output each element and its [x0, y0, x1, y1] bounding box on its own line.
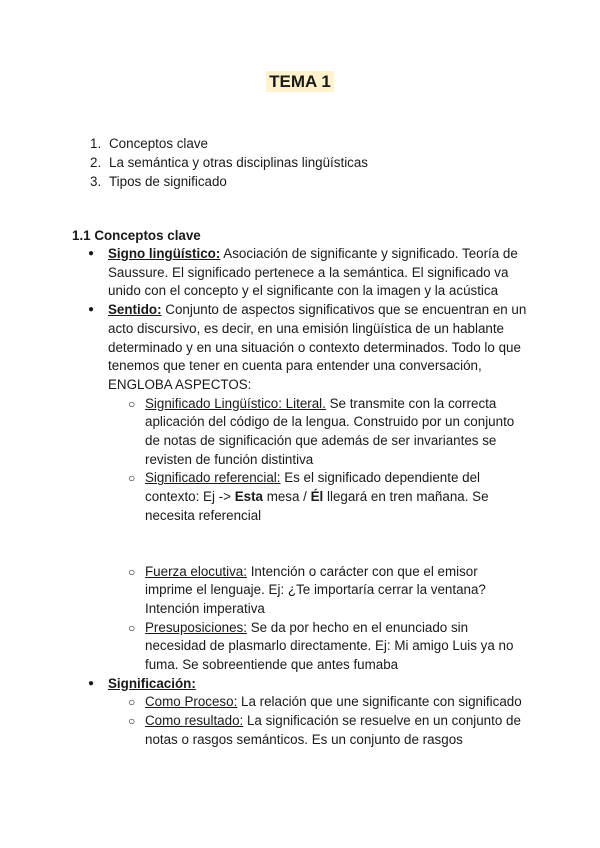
term-sentido: Sentido: [108, 302, 162, 318]
text-sentido: Conjunto de aspectos significativos que se encuentran en un acto discursivo, es decir, en una emisión lingüística de un hablante determinado y en una situación o contexto determinados. Todo lo que tenemos que tener en cuenta para entender una conversación, ENGLOBA ASPECTOS: [108, 302, 527, 392]
text-literal: Se transmite con la correcta aplicación del código de la lengua. Construido por un conjunto de notas de significación que además de ser invariantes se revisten de función distintiva [145, 395, 515, 467]
text-resultado: La significación se resuelve en un conjunto de notas o rasgos semánticos. Es un conjunto de rasgos [145, 713, 521, 747]
sub-item-presuposiciones [145, 619, 528, 675]
table-of-contents [90, 134, 368, 191]
text-referencial-b: mesa / [262, 489, 311, 505]
term-referencial: Significado referencial: [145, 470, 281, 486]
toc-item [90, 153, 368, 172]
list-item-significacion [108, 675, 528, 694]
toc-item [90, 172, 368, 191]
term-presuposiciones: Presuposiciones: [145, 619, 247, 635]
document-title [0, 72, 600, 92]
text-referencial-a: Es el significado dependiente del contexto: Ej -> [145, 470, 480, 505]
blank-space [108, 526, 528, 563]
toc-item [90, 134, 368, 153]
term-literal: Significado Lingüístico: Literal. [145, 395, 326, 411]
section-heading: 1.1 Conceptos clave [72, 228, 201, 243]
toc-text: Tipos de significado [109, 174, 227, 189]
sub-item-referencial [145, 469, 528, 525]
toc-number: 3. [90, 174, 102, 189]
sub-item-proceso [145, 693, 528, 712]
toc-number: 1. [90, 136, 102, 151]
toc-text: Conceptos clave [109, 136, 208, 151]
text-presuposiciones: Se da por hecho en el enunciado sin necesidad de plasmarlo directamente. Ej: Mi amigo Luis ya no fuma. Se sobreentiende que antes fumaba [145, 619, 514, 673]
text-proceso: La relación que une significante con significado [237, 694, 522, 710]
bold-el: Él [310, 489, 324, 505]
term-fuerza: Fuerza elocutiva: [145, 563, 247, 579]
toc-text: La semántica y otras disciplinas lingüísticas [109, 155, 369, 170]
sub-item-fuerza [145, 563, 528, 619]
term-significacion: Significación: [108, 675, 196, 691]
term-signo: Signo lingüístico: [108, 246, 221, 261]
text-signo: Asociación de significante y significado. Teoría de Saussure. El significado pertenece a la semántica. El significado va unido con el concepto y el significante con la imagen y la acústica [108, 246, 518, 299]
term-resultado: Como resultado: [145, 713, 244, 729]
title-text: TEMA 1 [266, 71, 334, 92]
toc-number: 2. [90, 155, 102, 170]
list-item-signo [108, 245, 528, 301]
sub-item-resultado [145, 712, 528, 749]
term-proceso: Como Proceso: [145, 694, 238, 710]
text-fuerza: Intención o carácter con que el emisor imprime el lenguaje. Ej: ¿Te importaría cerrar la ventana? Intención imperativa [145, 563, 486, 616]
text-referencial-c: llegará en tren mañana. Se necesita referencial [145, 489, 489, 523]
list-item-sentido [108, 301, 528, 395]
bold-esta: Esta [234, 489, 263, 505]
concept-list [108, 245, 528, 750]
sub-item-literal [145, 395, 528, 470]
